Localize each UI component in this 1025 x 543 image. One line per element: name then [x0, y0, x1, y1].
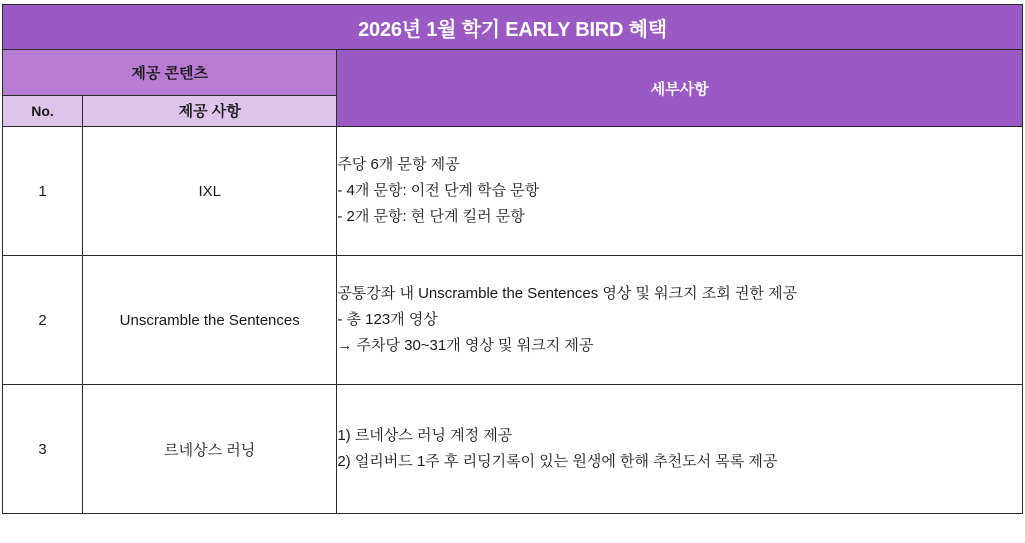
detail-line: - 총 123개 영상 [337, 310, 438, 328]
detail-line: 2) 얼리버드 1주 후 리딩기록이 있는 원생에 한해 추천도서 목록 제공 [337, 453, 778, 470]
row-number: 1 [3, 127, 83, 256]
table-group-header-row [3, 50, 1023, 96]
row-number: 2 [3, 256, 83, 385]
row-item: Unscramble the Sentences [83, 256, 337, 385]
table-row [3, 127, 1023, 256]
detail-line: 주당 6개 문항 제공 [337, 155, 460, 173]
row-item: IXL [83, 127, 337, 256]
row-detail [337, 127, 1023, 256]
detail-line: → 주차당 30~31개 영상 및 워크지 제공 [337, 337, 594, 355]
page-title: 2026년 1월 학기 EARLY BIRD 혜택 [3, 5, 1023, 50]
table-row [3, 385, 1023, 514]
row-item: 르네상스 러닝 [83, 385, 337, 514]
header-item: 제공 사항 [83, 95, 337, 126]
detail-line: - 4개 문항: 이전 단계 학습 문항 [337, 181, 540, 199]
benefit-sheet [0, 4, 1025, 543]
early-bird-benefit-table [2, 4, 1023, 514]
header-detail: 세부사항 [337, 50, 1023, 127]
row-detail [337, 256, 1023, 385]
header-no: No. [3, 95, 83, 126]
detail-line: 공통강좌 내 Unscramble the Sentences 영상 및 워크지 조회 권한 제공 [337, 284, 798, 302]
detail-line: 1) 르네상스 러닝 계정 제공 [337, 426, 513, 444]
detail-line: - 2개 문항: 현 단계 킬러 문항 [337, 208, 525, 226]
header-content-group: 제공 콘텐츠 [3, 50, 337, 96]
row-number: 3 [3, 385, 83, 514]
table-row [3, 256, 1023, 385]
table-title-row [3, 5, 1023, 50]
row-detail [337, 385, 1023, 514]
